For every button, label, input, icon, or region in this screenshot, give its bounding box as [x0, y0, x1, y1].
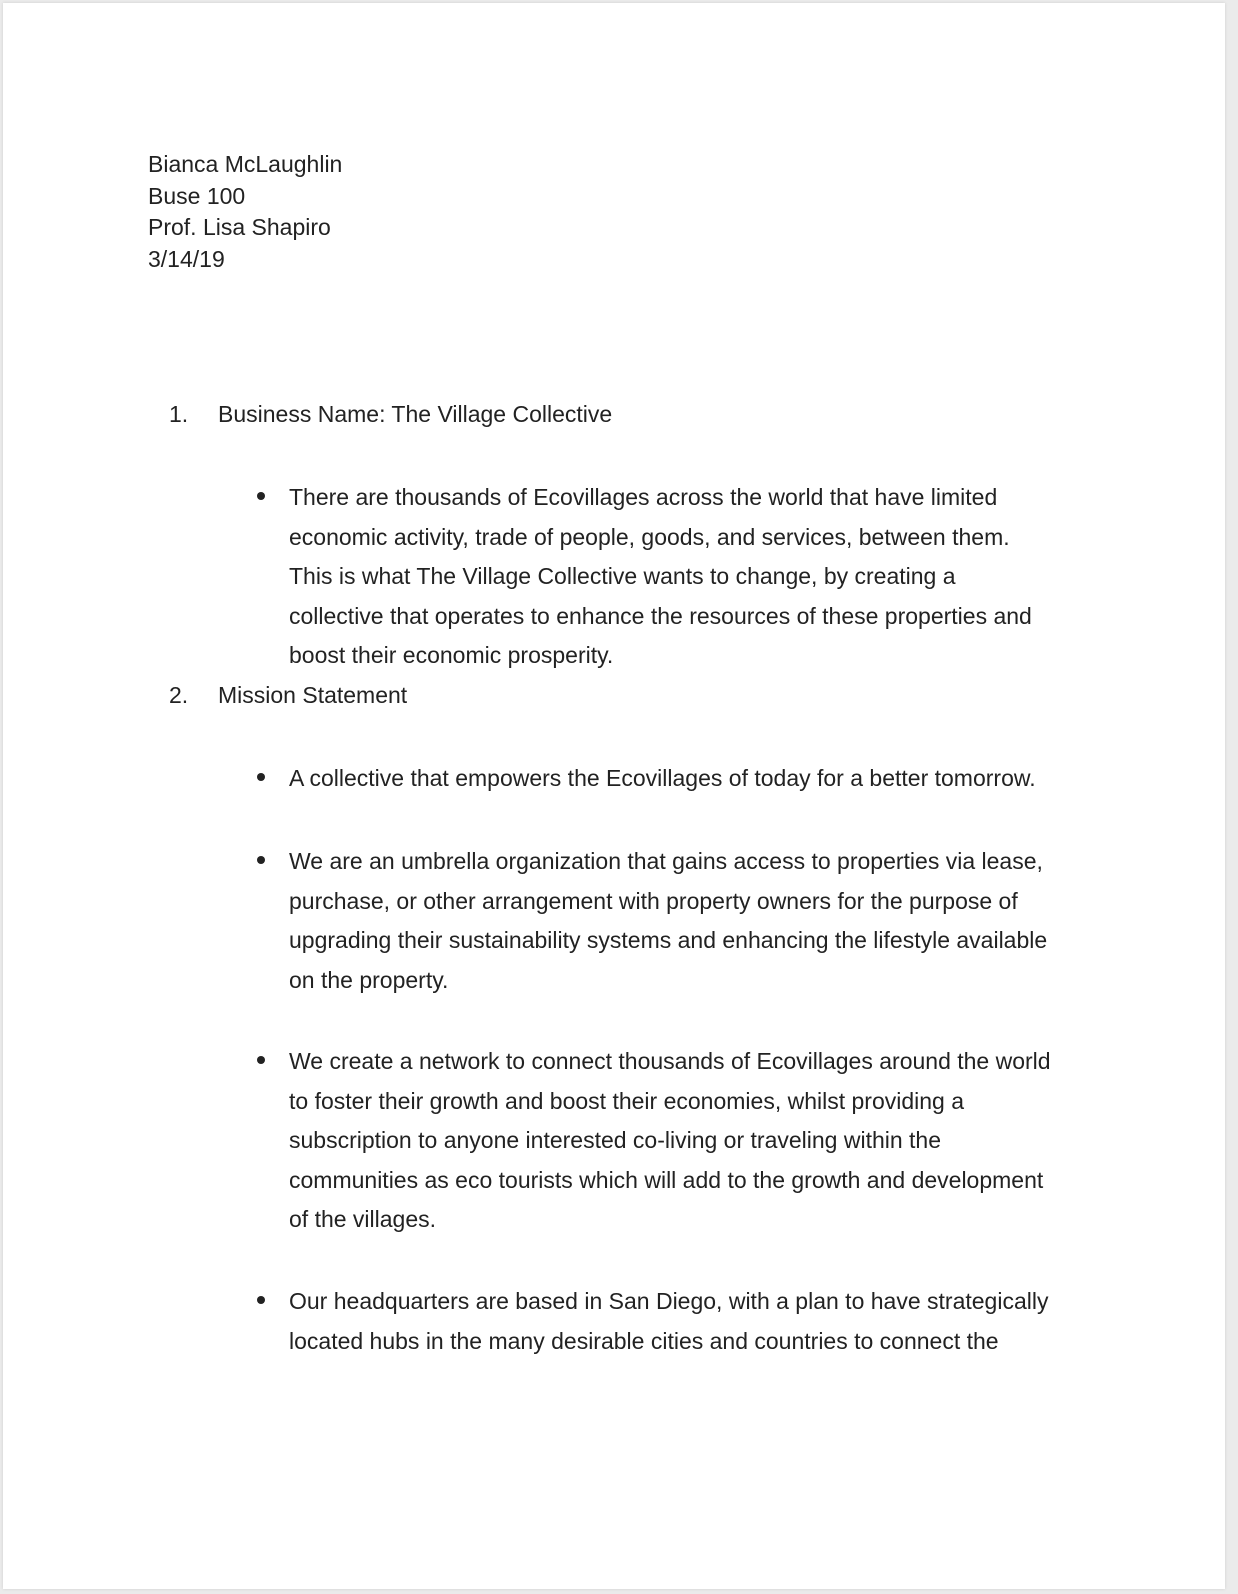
bullet-item	[253, 478, 1053, 676]
author-name: Bianca McLaughlin	[148, 151, 343, 177]
bullet-text: We create a network to connect thousands of Ecovillages around the world to foster their growth and boost their economies, whilst providing a subscription to anyone interested co-living or traveling within the communities as eco tourists which will add to the growth and development of the villages.	[289, 1048, 1051, 1232]
bullet-icon	[257, 1056, 265, 1064]
bullet-item	[253, 759, 1053, 799]
numbered-item-mission-statement	[169, 680, 407, 710]
document-page	[3, 3, 1225, 1589]
bullet-text: Our headquarters are based in San Diego, with a plan to have strategically located hubs in the many desirable cities and countries to connect the	[289, 1288, 1049, 1354]
bullet-icon	[257, 1296, 265, 1304]
professor-name: Prof. Lisa Shapiro	[148, 214, 331, 240]
item-number: 1.	[169, 401, 189, 427]
course-name: Buse 100	[148, 182, 246, 209]
bullet-icon	[257, 856, 265, 864]
document-date: 3/14/19	[148, 245, 225, 272]
bullet-text: We are an umbrella organization that gains access to properties via lease, purchase, or other arrangement with property owners for the purpose of upgrading their sustainability systems and enhancing the lifestyle available on the property.	[289, 848, 1048, 993]
document-header	[148, 149, 342, 275]
bullet-item	[253, 1042, 1053, 1240]
bullet-item	[253, 1282, 1053, 1361]
bullet-item	[253, 842, 1053, 1000]
item-title: Mission Statement	[218, 682, 408, 708]
item-title: Business Name: The Village Collective	[218, 401, 613, 427]
bullet-icon	[257, 492, 265, 500]
numbered-item-business-name	[169, 399, 612, 429]
bullet-text: A collective that empowers the Ecovillages of today for a better tomorrow.	[289, 765, 1036, 791]
item-number: 2.	[169, 682, 189, 708]
bullet-icon	[257, 773, 265, 781]
bullet-text: There are thousands of Ecovillages across the world that have limited economic activity, trade of people, goods, and services, between them. This is what The Village Collective wants to change, by creating a collective that operates to enhance the resources of these properties and boost their economic prosperity.	[289, 484, 1032, 668]
